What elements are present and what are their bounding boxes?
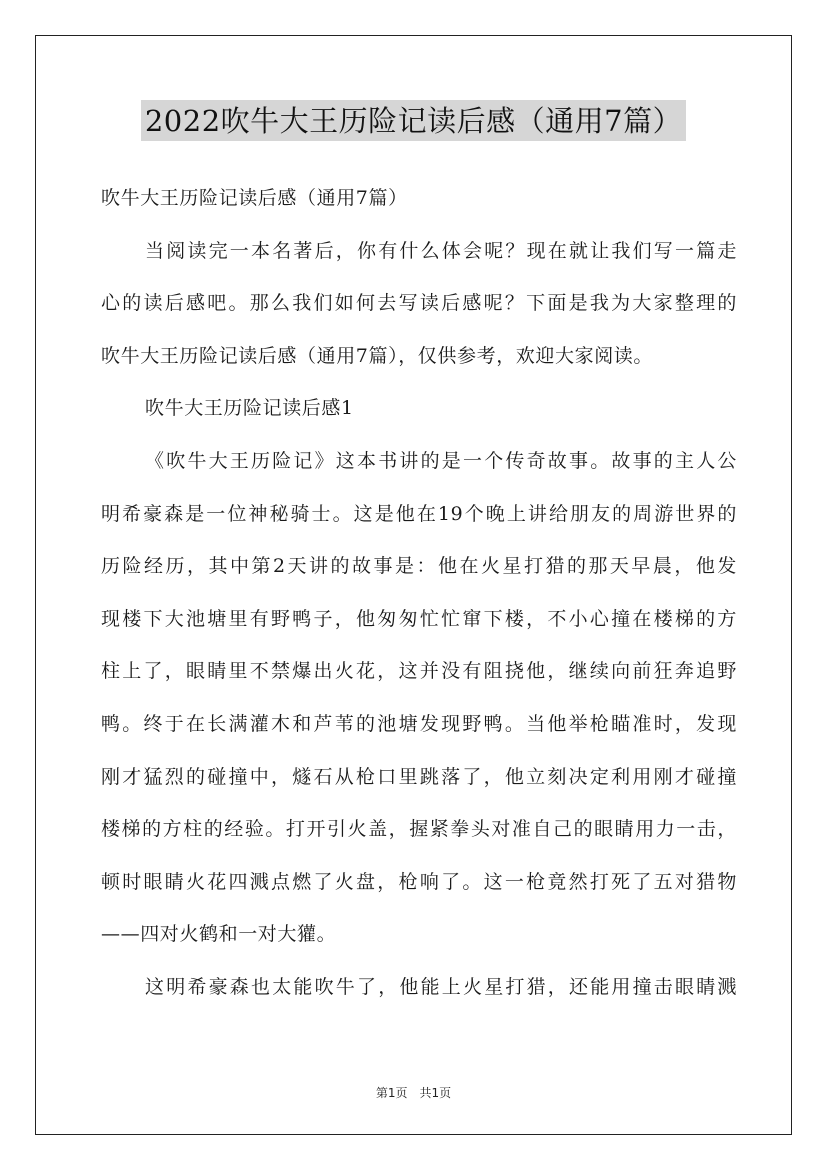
body-line-8: 楼梯的方柱的经验。打开引火盖，握紧拳头对准自己的眼睛用力一击， (101, 818, 737, 841)
document-body (101, 172, 737, 1014)
body-line-1: 《吹牛大王历险记》这本书讲的是一个传奇故事。故事的主人公 (145, 449, 737, 472)
page-footer: 第1页 共1页 (375, 1086, 452, 1100)
body-line-10: ——四对火鹤和一对大獾。 (101, 923, 337, 946)
body-line-2: 明希豪森是一位神秘骑士。这是他在19个晚上讲给朋友的周游世界的 (101, 502, 737, 525)
intro-line-1: 当阅读完一本名著后，你有什么体会呢？现在就让我们写一篇走 (145, 239, 737, 262)
body-line-11: 这明希豪森也太能吹牛了，他能上火星打猎，还能用撞击眼睛溅 (145, 975, 737, 998)
title-container (0, 100, 827, 141)
subtitle-line: 吹牛大王历险记读后感（通用7篇） (101, 187, 408, 209)
body-line-4: 现楼下大池塘里有野鸭子，他匆匆忙忙窜下楼，不小心撞在楼梯的方 (101, 607, 737, 630)
body-line-7: 刚才猛烈的碰撞中，燧石从枪口里跳落了，他立刻决定利用刚才碰撞 (101, 765, 737, 788)
intro-line-2: 心的读后感吧。那么我们如何去写读后感呢？下面是我为大家整理的 (101, 292, 737, 315)
intro-line-3: 吹牛大王历险记读后感（通用7篇），仅供参考，欢迎大家阅读。 (101, 344, 653, 367)
body-line-9: 顿时眼睛火花四溅点燃了火盘，枪响了。这一枪竟然打死了五对猎物 (101, 870, 737, 893)
body-line-5: 柱上了，眼睛里不禁爆出火花，这并没有阻挠他，继续向前狂奔追野 (101, 660, 737, 683)
body-line-3: 历险经历，其中第2天讲的故事是：他在火星打猎的那天早晨，他发 (101, 555, 737, 578)
body-line-6: 鸭。终于在长满灌木和芦苇的池塘发现野鸭。当他举枪瞄准时，发现 (101, 712, 737, 735)
section-heading: 吹牛大王历险记读后感1 (145, 397, 354, 420)
document-title: 2022吹牛大王历险记读后感（通用7篇） (141, 100, 686, 141)
